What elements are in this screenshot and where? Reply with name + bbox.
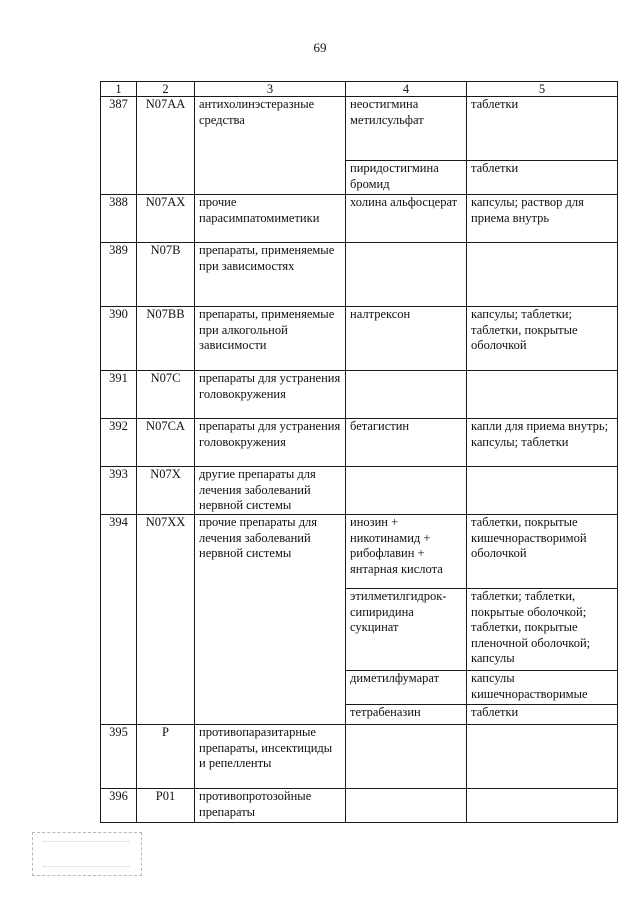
- atc-code: N07XX: [137, 515, 195, 725]
- group-name: препараты, применяемые при алкогольной зависимости: [195, 307, 346, 371]
- dosage-form: [467, 789, 618, 823]
- substance-name: неостигмина метилсульфат: [346, 97, 467, 161]
- group-name: противопротозойные препараты: [195, 789, 346, 823]
- column-header-3: 3: [195, 82, 346, 97]
- column-header-1: 1: [101, 82, 137, 97]
- dosage-form: таблетки: [467, 705, 618, 725]
- column-header-5: 5: [467, 82, 618, 97]
- column-header-2: 2: [137, 82, 195, 97]
- atc-code: P01: [137, 789, 195, 823]
- table-row: [101, 515, 618, 589]
- substance-name: пиридостигмина бромид: [346, 161, 467, 195]
- dosage-form: таблетки; таблетки, покрытые оболочкой; таблетки, покрытые пленочной оболочкой; капсулы: [467, 589, 618, 671]
- atc-code: N07B: [137, 243, 195, 307]
- dosage-form: капли для приема внутрь; капсулы; таблетки: [467, 419, 618, 467]
- atc-code: N07C: [137, 371, 195, 419]
- table-row: [101, 725, 618, 789]
- row-number: 395: [101, 725, 137, 789]
- table-row: [101, 419, 618, 467]
- substance-name: [346, 243, 467, 307]
- row-number: 389: [101, 243, 137, 307]
- substance-name: инозин + никотинамид + рибофлавин + янтарная кислота: [346, 515, 467, 589]
- group-name: антихолинэстеразные средства: [195, 97, 346, 195]
- group-name: другие препараты для лечения заболеваний нервной системы: [195, 467, 346, 515]
- dosage-form: таблетки: [467, 161, 618, 195]
- dosage-form: таблетки, покрытые кишечнорастворимой оболочкой: [467, 515, 618, 589]
- faint-stamp-mark: [32, 832, 142, 876]
- table-row: [101, 243, 618, 307]
- stamp-inner-lines: [43, 841, 129, 867]
- group-name: препараты для устранения головокружения: [195, 419, 346, 467]
- row-number: 390: [101, 307, 137, 371]
- dosage-form: [467, 243, 618, 307]
- dosage-form: [467, 467, 618, 515]
- atc-code: P: [137, 725, 195, 789]
- atc-code: N07BB: [137, 307, 195, 371]
- substance-name: холина альфосцерат: [346, 195, 467, 243]
- atc-code: N07AA: [137, 97, 195, 195]
- row-number: 392: [101, 419, 137, 467]
- table-row: [101, 371, 618, 419]
- group-name: прочие препараты для лечения заболеваний нервной системы: [195, 515, 346, 725]
- substance-name: [346, 467, 467, 515]
- atc-code: N07CA: [137, 419, 195, 467]
- page-number: 69: [313, 40, 327, 55]
- row-number: 393: [101, 467, 137, 515]
- atc-code: N07AX: [137, 195, 195, 243]
- dosage-form: [467, 371, 618, 419]
- dosage-form: капсулы; раствор для приема внутрь: [467, 195, 618, 243]
- substance-name: [346, 725, 467, 789]
- substance-name: [346, 789, 467, 823]
- row-number: 387: [101, 97, 137, 195]
- table-row: [101, 789, 618, 823]
- table-row: [101, 195, 618, 243]
- dosage-form: [467, 725, 618, 789]
- dosage-form: таблетки: [467, 97, 618, 161]
- row-number: 396: [101, 789, 137, 823]
- table-row: [101, 97, 618, 161]
- table-row: [101, 307, 618, 371]
- substance-name: налтрексон: [346, 307, 467, 371]
- group-name: противопаразитарные препараты, инсектициды и репелленты: [195, 725, 346, 789]
- substance-name: бетагистин: [346, 419, 467, 467]
- row-number: 391: [101, 371, 137, 419]
- substance-name: [346, 371, 467, 419]
- group-name: прочие парасимпатомиметики: [195, 195, 346, 243]
- dosage-form: капсулы кишечнорастворимые: [467, 671, 618, 705]
- substance-name: тетрабеназин: [346, 705, 467, 725]
- substance-name: этилметилгидрок-сипиридина сукцинат: [346, 589, 467, 671]
- drug-list-table: [100, 81, 618, 823]
- row-number: 394: [101, 515, 137, 725]
- group-name: препараты для устранения головокружения: [195, 371, 346, 419]
- column-header-4: 4: [346, 82, 467, 97]
- table-header-row: [101, 82, 618, 97]
- dosage-form: капсулы; таблетки; таблетки, покрытые оболочкой: [467, 307, 618, 371]
- table-row: [101, 467, 618, 515]
- atc-code: N07X: [137, 467, 195, 515]
- row-number: 388: [101, 195, 137, 243]
- substance-name: диметилфумарат: [346, 671, 467, 705]
- group-name: препараты, применяемые при зависимостях: [195, 243, 346, 307]
